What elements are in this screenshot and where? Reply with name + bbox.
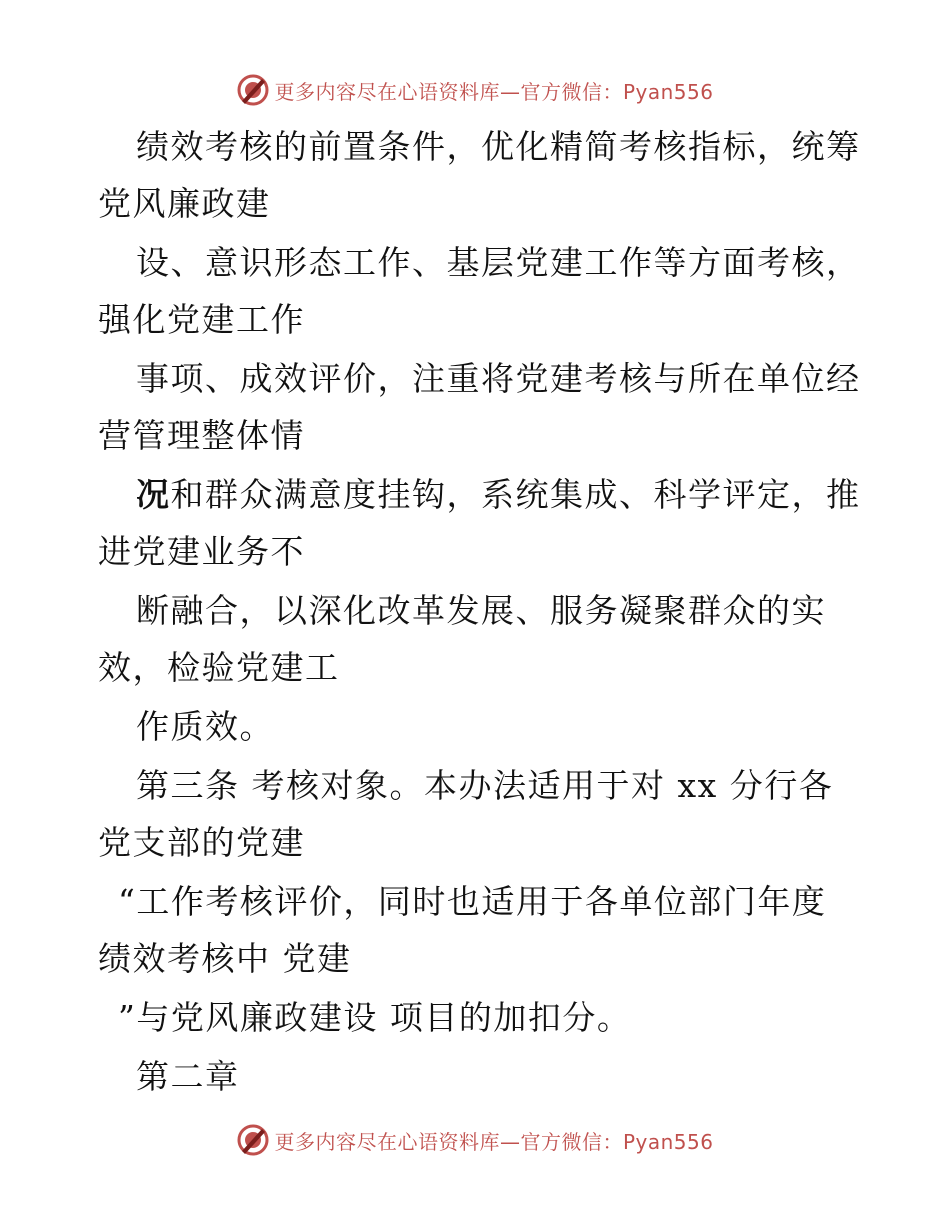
body-line-8: 进党建业务不 — [98, 532, 305, 571]
body-line-12: 第三条 考核对象。本办法适用于对 xx 分行各 — [136, 766, 834, 805]
body-line-17: 第二章 — [136, 1057, 240, 1096]
footer-banner — [0, 1120, 950, 1160]
header-banner-text: 更多内容尽在心语资料库—官方微信：Pyan556 — [274, 79, 714, 104]
header-banner — [0, 70, 950, 110]
body-line-3: 设、意识形态工作、基层党建工作等方面考核， — [136, 243, 861, 282]
body-line-15: 绩效考核中 党建 — [98, 939, 352, 978]
body-line-1: 绩效考核的前置条件，优化精简考核指标，统筹 — [136, 127, 861, 166]
body-line-7-rest: 和群众满意度挂钩，系统集成、科学评定，推 — [170, 475, 861, 514]
pen-logo-icon — [236, 73, 270, 107]
body-line-10: 效，检验党建工 — [98, 648, 340, 687]
body-line-5: 事项、成效评价，注重将党建考核与所在单位经 — [136, 359, 861, 398]
body-line-7 — [136, 475, 861, 515]
body-line-13: 党支部的党建 — [98, 823, 305, 862]
body-line-9: 断融合，以深化改革发展、服务凝聚群众的实 — [136, 591, 826, 630]
body-line-4: 强化党建工作 — [98, 300, 305, 339]
body-line-11: 作质效。 — [136, 707, 274, 746]
footer-banner-text: 更多内容尽在心语资料库—官方微信：Pyan556 — [274, 1129, 714, 1154]
body-line-14: “工作考核评价，同时也适用于各单位部门年度 — [118, 882, 827, 921]
pen-logo-icon — [236, 1123, 270, 1157]
body-line-6: 营管理整体情 — [98, 416, 305, 455]
body-line-2: 党风廉政建 — [98, 184, 271, 223]
body-line-7-lead-char: 况 — [136, 475, 171, 514]
body-line-16: ”与党风廉政建设 项目的加扣分。 — [118, 998, 632, 1037]
